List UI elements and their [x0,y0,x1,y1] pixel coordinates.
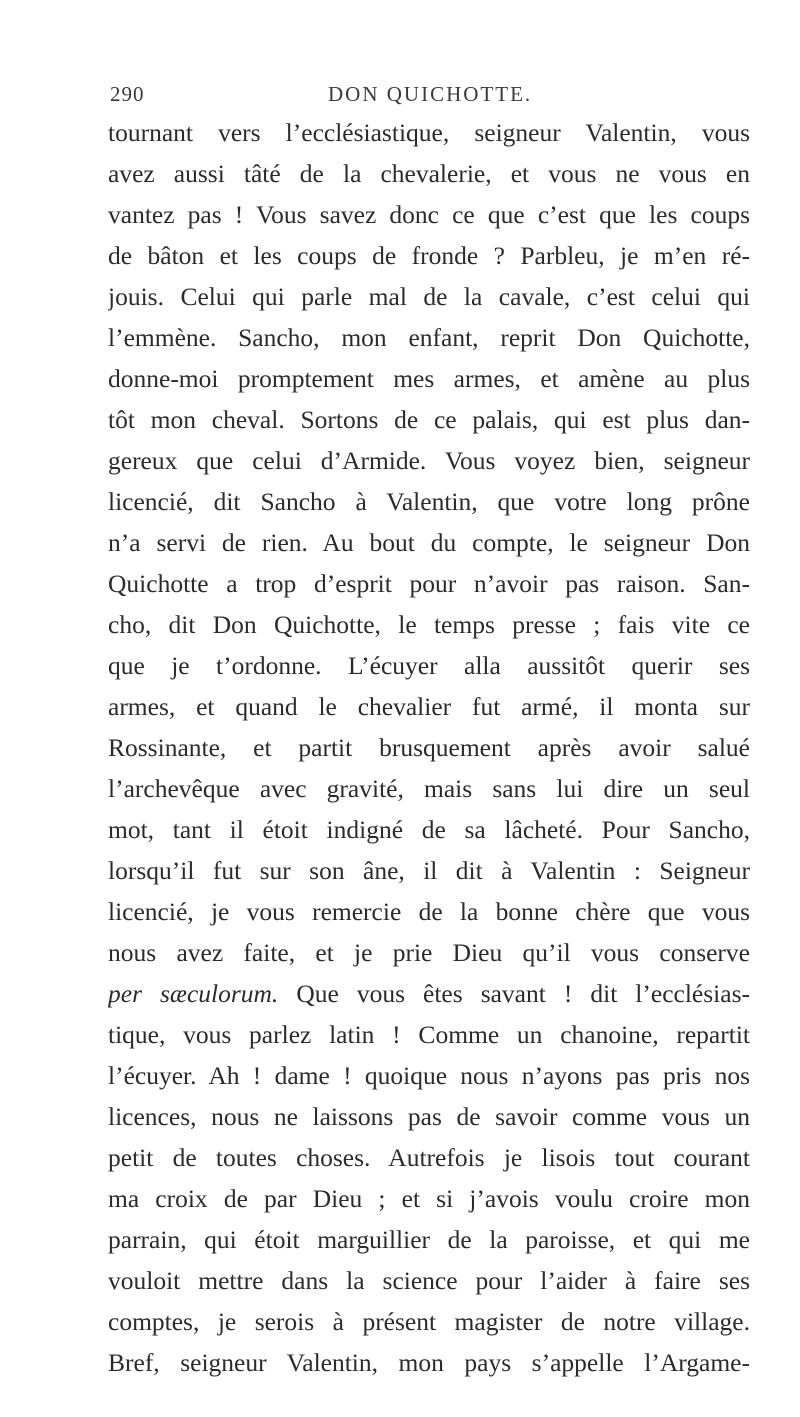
text-line: tique, vous parlez latin ! Comme un chanoine, repartit [108,1020,750,1049]
text-line: nous avez faite, et je prie Dieu qu’il vous conserve [108,938,750,967]
running-head [110,82,750,112]
body-text [108,112,750,1383]
text-line: tournant vers l’ecclésiastique, seigneur Valentin, vous [108,118,750,147]
text-line: n’a servi de rien. Au bout du compte, le seigneur Don [108,528,750,557]
text-line: licencié, je vous remercie de la bonne chère que vous [108,897,750,926]
text-line: lorsqu’il fut sur son âne, il dit à Valentin : Seigneur [108,856,750,885]
text-line: tôt mon cheval. Sortons de ce palais, qui est plus dan- [108,405,750,434]
text-line: ma croix de par Dieu ; et si j’avois voulu croire mon [108,1184,750,1213]
text-line: licencié, dit Sancho à Valentin, que votre long prône [108,487,750,516]
latin-phrase: per sæculorum. [108,979,279,1008]
text-line: jouis. Celui qui parle mal de la cavale, c’est celui qui [108,282,750,311]
text-line: gereux que celui d’Armide. Vous voyez bien, seigneur [108,446,750,475]
text-line: l’emmène. Sancho, mon enfant, reprit Don Quichotte, [108,323,750,352]
text-line: comptes, je serois à présent magister de notre village. [108,1307,750,1336]
text-line: petit de toutes choses. Autrefois je lisois tout courant [108,1143,750,1172]
text-line: l’archevêque avec gravité, mais sans lui dire un seul [108,774,750,803]
text-line: l’écuyer. Ah ! dame ! quoique nous n’ayons pas pris nos [108,1061,750,1090]
text-line: armes, et quand le chevalier fut armé, il monta sur [108,692,750,721]
text-line: de bâton et les coups de fronde ? Parbleu, je m’en ré- [108,241,750,270]
text-line: Bref, seigneur Valentin, mon pays s’appelle l’Argame- [108,1348,750,1377]
text-line: vantez pas ! Vous savez donc ce que c’est que les coups [108,200,750,229]
text-line: licences, nous ne laissons pas de savoir comme vous un [108,1102,750,1131]
text-line: Quichotte a trop d’esprit pour n’avoir pas raison. San- [108,569,750,598]
text-line: per sæculorum. Que vous êtes savant ! dit l’ecclésias- [108,979,750,1008]
text-line: Rossinante, et partit brusquement après avoir salué [108,733,750,762]
text-line: parrain, qui étoit marguillier de la paroisse, et qui me [108,1225,750,1254]
text-line: mot, tant il étoit indigné de sa lâcheté. Pour Sancho, [108,815,750,844]
text-line: que je t’ordonne. L’écuyer alla aussitôt querir ses [108,651,750,680]
text-line: avez aussi tâté de la chevalerie, et vous ne vous en [108,159,750,188]
running-title: DON QUICHOTTE. [328,82,533,106]
page-number: 290 [110,82,145,106]
text-line: vouloit mettre dans la science pour l’aider à faire ses [108,1266,750,1295]
text-line: donne-moi promptement mes armes, et amène au plus [108,364,750,393]
text-line: cho, dit Don Quichotte, le temps presse ; fais vite ce [108,610,750,639]
